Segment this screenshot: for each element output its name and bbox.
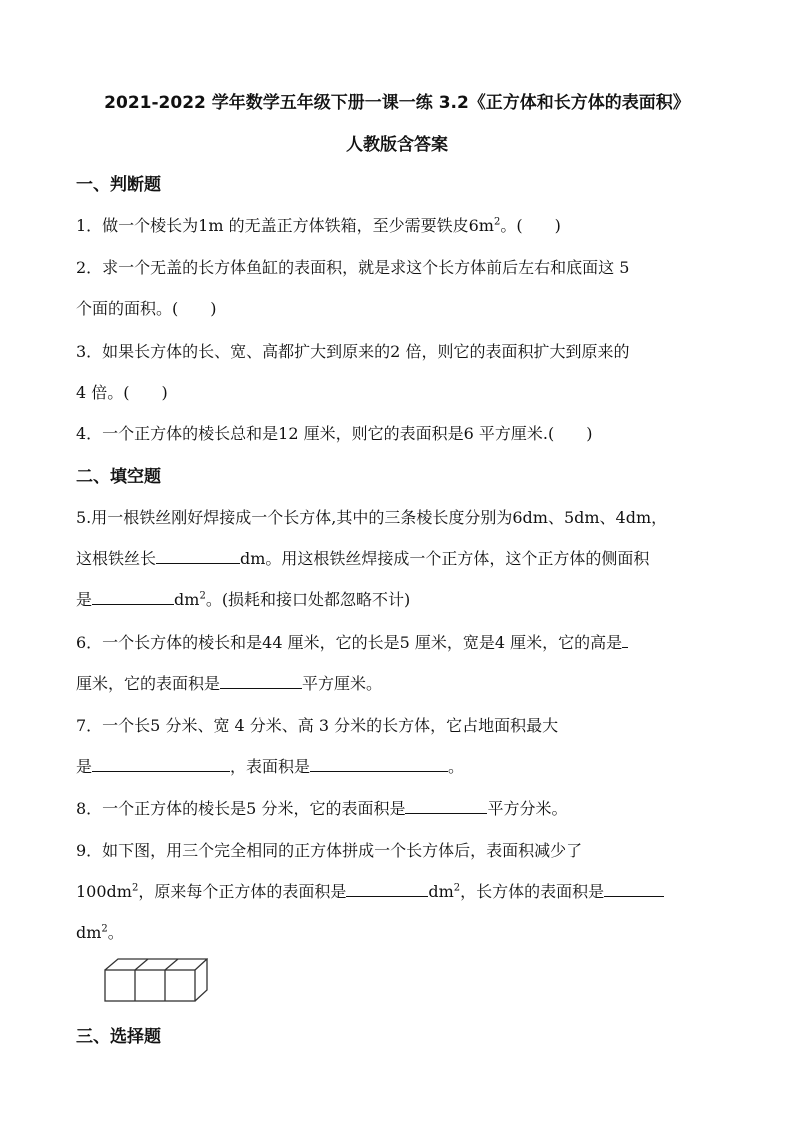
question-1-tail: 。( ) — [500, 216, 561, 235]
question-8 — [76, 796, 567, 819]
question-5-line2 — [76, 546, 649, 569]
question-9-line3-sup: 2 — [101, 923, 108, 935]
question-6-line1 — [76, 630, 628, 653]
question-7-line2-text: 是 — [76, 757, 93, 776]
question-9-line3-unit: dm — [76, 923, 102, 942]
answer-blank[interactable] — [220, 672, 302, 689]
question-9-line2-text: 100dm — [76, 882, 132, 901]
question-5-line2-rest: dm。用这根铁丝焊接成一个正方体，这个正方体的侧面积 — [240, 549, 650, 568]
answer-blank[interactable] — [405, 797, 487, 814]
question-7-line2-end: 。 — [448, 757, 465, 776]
three-cubes-figure — [104, 957, 208, 1003]
question-5-unit: dm — [174, 590, 200, 609]
question-5-sup: 2 — [199, 590, 206, 602]
question-9-line3-end: 。 — [107, 923, 124, 942]
question-8-text: 8．一个正方体的棱长是5 分米，它的表面积是 — [76, 799, 406, 818]
cubes-front-face — [105, 970, 195, 1001]
question-5-line2-text: 这根铁丝长 — [76, 549, 157, 568]
question-6-line2-rest: 平方厘米。 — [302, 674, 383, 693]
question-1-text: 1．做一个棱长为1m 的无盖正方体铁箱，至少需要铁皮6m — [76, 216, 494, 235]
section-heading-multiple-choice: 三、选择题 — [76, 1027, 161, 1047]
section-heading-true-false: 一、判断题 — [76, 175, 161, 195]
answer-blank[interactable] — [346, 880, 428, 897]
page-subtitle: 人教版含答案 — [346, 135, 448, 155]
answer-blank[interactable] — [156, 547, 240, 564]
question-7-line2-mid: ，表面积是 — [230, 757, 311, 776]
question-9-line3 — [76, 920, 124, 943]
question-2-line1: 2．求一个无盖的长方体鱼缸的表面积，就是求这个长方体前后左右和底面这 5 — [76, 258, 630, 277]
answer-blank[interactable] — [622, 631, 628, 648]
question-1 — [76, 213, 561, 236]
question-1-sup: 2 — [493, 216, 501, 228]
question-8-rest: 平方分米。 — [487, 799, 568, 818]
question-3-line1: 3．如果长方体的长、宽、高都扩大到原来的2 倍，则它的表面积扩大到原来的 — [76, 342, 630, 361]
section-heading-fill-blank: 二、填空题 — [76, 467, 161, 487]
answer-blank[interactable] — [310, 755, 448, 772]
question-9-sup: 2 — [131, 882, 139, 894]
question-9-unit: dm — [428, 882, 454, 901]
page-title: 2021-2022 学年数学五年级下册一课一练 3.2《正方体和长方体的表面积》 — [104, 93, 690, 113]
question-6-line1-text: 6．一个长方体的棱长和是44 厘米，它的长是5 厘米，宽是4 厘米，它的高是 — [76, 633, 623, 652]
question-6-line2 — [76, 671, 382, 694]
answer-blank[interactable] — [92, 755, 230, 772]
question-7-line1: 7．一个长5 分米、宽 4 分米、高 3 分米的长方体，它占地面积最大 — [76, 716, 559, 735]
question-5-line1: 5.用一根铁丝刚好焊接成一个长方体,其中的三条棱长度分别为6dm、5dm、4dm， — [76, 508, 668, 527]
question-5-line3-rest: 。(损耗和接口处都忽略不计) — [205, 590, 411, 609]
question-5-line3-text: 是 — [76, 590, 93, 609]
top-divider-1 — [135, 959, 148, 970]
question-7-line2 — [76, 754, 464, 777]
cubes-top-face — [105, 959, 207, 970]
question-9-line2 — [76, 879, 664, 902]
question-9-sup2: 2 — [453, 882, 461, 894]
question-4: 4．一个正方体的棱长总和是12 厘米，则它的表面积是6 平方厘米.( ) — [76, 424, 593, 443]
question-9-line2-mid: ，原来每个正方体的表面积是 — [138, 882, 347, 901]
answer-blank[interactable] — [604, 880, 664, 897]
question-3-line2: 4 倍。( ) — [76, 383, 168, 402]
question-2-line2: 个面的面积。( ) — [76, 299, 217, 318]
question-9-line1: 9．如下图，用三个完全相同的正方体拼成一个长方体后，表面积减少了 — [76, 841, 583, 860]
question-5-line3 — [76, 587, 410, 610]
question-6-line2-text: 厘米，它的表面积是 — [76, 674, 221, 693]
top-divider-2 — [165, 959, 178, 970]
answer-blank[interactable] — [92, 588, 174, 605]
question-9-line2-rest: ，长方体的表面积是 — [460, 882, 605, 901]
